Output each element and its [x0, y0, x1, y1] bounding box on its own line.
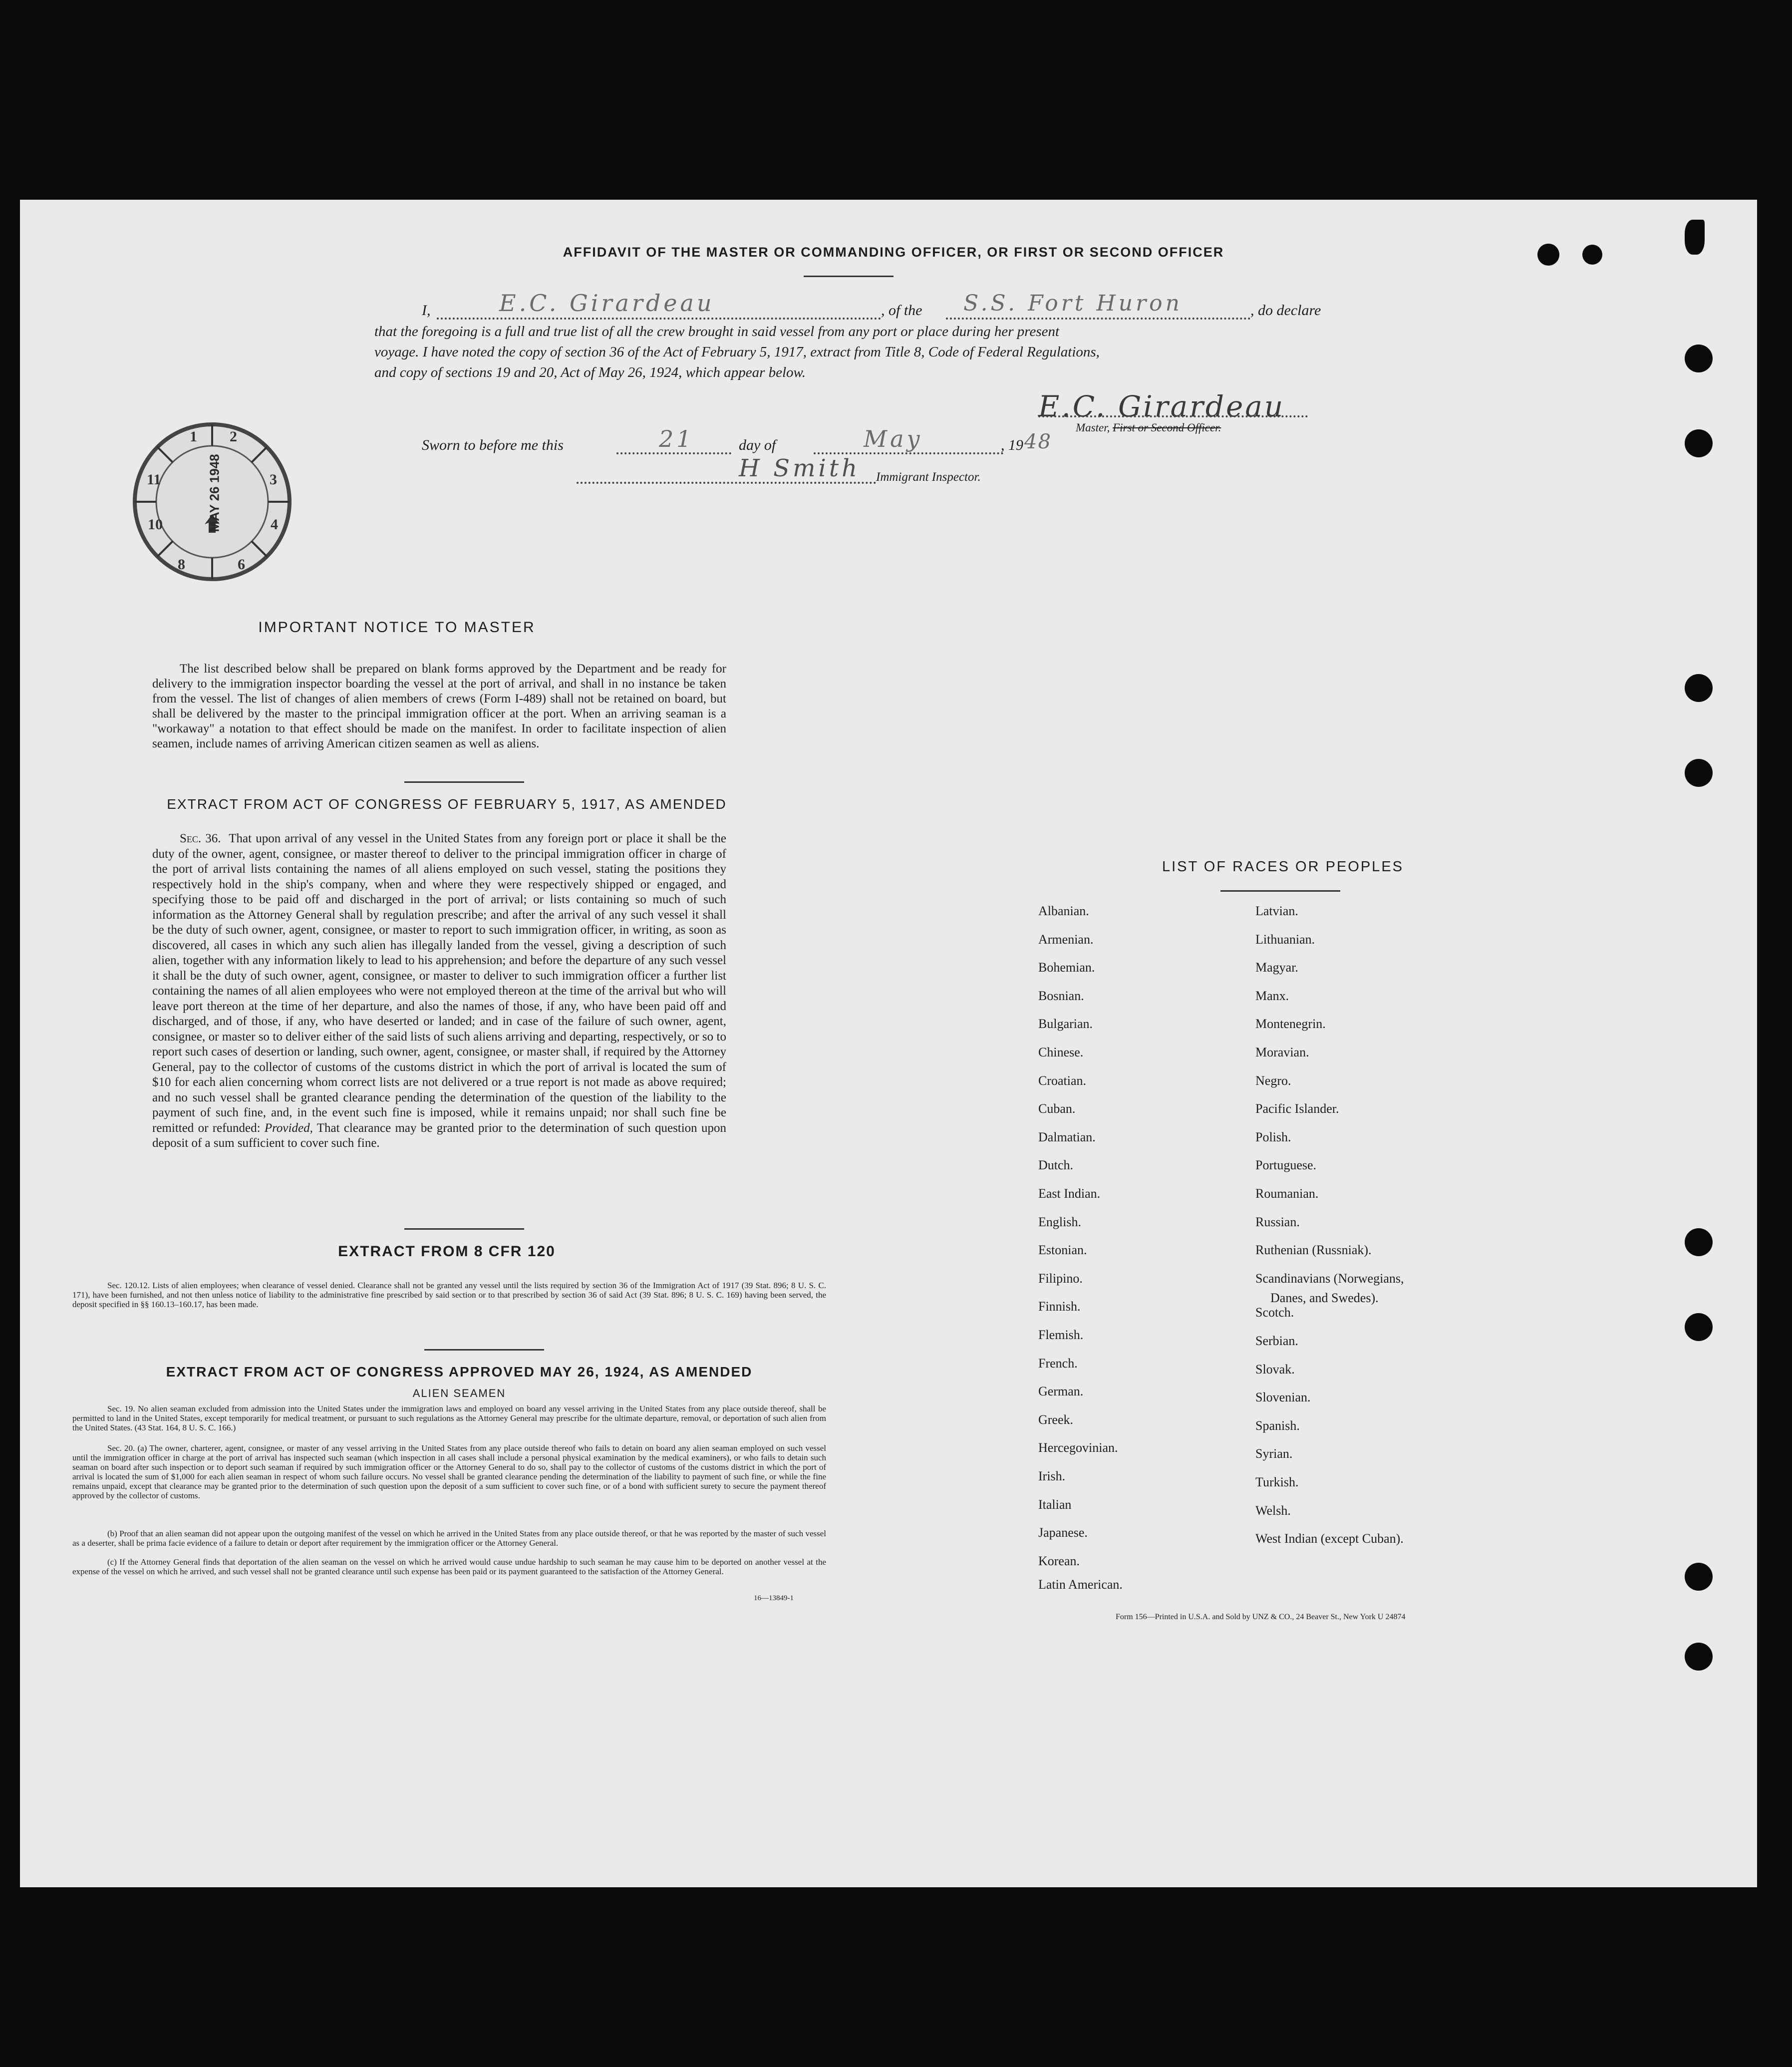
- svg-text:3: 3: [270, 471, 277, 488]
- race-item: Serbian.: [1255, 1334, 1298, 1348]
- master-title-label: Master, First or Second Officer.: [1076, 421, 1221, 434]
- stamp-date: MAY 26 1948: [207, 454, 222, 532]
- race-item: German.: [1038, 1384, 1084, 1399]
- svg-text:8: 8: [178, 556, 185, 573]
- signature-line: [1038, 405, 1308, 417]
- sec-20c-body: (c) If the Attorney General finds that deportation of the alien seaman on the vessel on which he arrived would cause undue hardship to such seaman he may cause him to be deported on another vessel at the expense of the vessel on which he arrived, and such vessel shall not be granted clearance until such expense has been paid or its payment guaranteed to the satisfaction of the Attorney General.: [72, 1557, 826, 1576]
- race-item: Latvian.: [1255, 904, 1298, 918]
- race-item: French.: [1038, 1356, 1078, 1371]
- race-item: Latin American.: [1038, 1577, 1123, 1592]
- race-item: Magyar.: [1255, 960, 1298, 975]
- race-item: Albanian.: [1038, 904, 1089, 918]
- punch-hole: [1537, 244, 1559, 266]
- race-item: Moravian.: [1255, 1045, 1309, 1059]
- race-item: Irish.: [1038, 1469, 1066, 1483]
- race-item: Russian.: [1255, 1214, 1300, 1229]
- affidavit-line-4: and copy of sections 19 and 20, Act of May 26, 1924, which appear below.: [374, 364, 806, 380]
- sec-20b-body: (b) Proof that an alien seaman did not appear upon the outgoing manifest of the vessel on which he arrived in the United States from any place outside thereof, or that he was reported by the master of such vessel as a deserter, shall be prima facie evidence of a failure to detain or deport after requirement by the immigration officer or the Attorney General.: [72, 1529, 826, 1548]
- race-item: Flemish.: [1038, 1328, 1084, 1342]
- race-item: Greek.: [1038, 1412, 1074, 1427]
- race-item: Bulgarian.: [1038, 1017, 1093, 1032]
- printer-footer: Form 156—Printed in U.S.A. and Sold by UNZ & CO., 24 Beaver St., New York U 24874: [1116, 1613, 1406, 1621]
- race-item: Bosnian.: [1038, 988, 1084, 1003]
- race-item: Croatian.: [1038, 1073, 1087, 1088]
- of-the-label: , of the: [881, 302, 922, 319]
- race-item: Welsh.: [1255, 1503, 1291, 1518]
- race-item: Pacific Islander.: [1255, 1101, 1339, 1116]
- punch-hole: [1685, 1313, 1713, 1341]
- sworn-month-handwritten: May: [864, 425, 923, 452]
- race-item: Roumanian.: [1255, 1186, 1319, 1201]
- race-item: Italian: [1038, 1497, 1072, 1512]
- vessel-name-handwritten: S.S. Fort Huron: [963, 291, 1183, 316]
- master-name-handwritten: E.C. Girardeau: [499, 290, 715, 317]
- extract-1917-heading: EXTRACT FROM ACT OF CONGRESS OF FEBRUARY 5, 1917, AS AMENDED: [167, 796, 727, 812]
- race-item: Dutch.: [1038, 1158, 1074, 1173]
- race-item: East Indian.: [1038, 1186, 1101, 1201]
- extract-1917-body: Sec. 36. That upon arrival of any vessel in the United States from any foreign port or place it shall be the duty of the owner, agent, consignee, or master thereof to deliver to the principal immigration officer in charge of the port of arrival lists containing the names of all aliens employed on such vessel, stating the positions they respectively hold in the ship's company, when and where they were respectively shipped or engaged, and specifying those to be paid off and discharged in the port of arrival; or lists containing so much of such information as the Attorney General shall by regulation prescribe; and after the arrival of any such vessel it shall be the duty of such owner, agent, consignee, or master to report to such immigration officer, in writing, as soon as discovered, all cases in which any such alien has illegally landed from the vessel, giving a description of such alien, together with any information likely to lead to his apprehension; and before the departure of any such vessel it shall be the duty of such owner, agent, consignee, or master to deliver to such immigration officer a further list containing the names of all alien employees who were not employed thereon at the time of the arrival but who will leave port thereon at the time of her departure, and also the names of those, if any, who have been paid off and discharged, and of those, if any, who have deserted or landed; and in case of the failure of such owner, agent, consignee, or master so to deliver either of the said lists of such aliens arriving and departing, respectively, or so to report such cases of desertion or landing, such owner, agent, consignee, or master shall, if required by the Attorney General, pay to the collector of customs of the customs district in which the port of arrival is located the sum of $10 for each alien concerning whom correct lists are not delivered or a true report is not made as above required; and no such vessel shall be granted clearance pending the determination of the question of the liability to the payment of such fine, and, in the event such fine is imposed, while it remains unpaid; nor shall such fine be remitted or refunded: Provided, That clearance may be granted prior to the determination of such question upon deposit of a sum sufficient to cover such fine.: [152, 832, 726, 1150]
- race-item: Scandinavians (Norwegians,: [1255, 1271, 1404, 1286]
- immigration-stamp: [130, 419, 295, 584]
- punch-hole: [1685, 1643, 1713, 1671]
- race-item: Dalmatian.: [1038, 1129, 1096, 1144]
- race-item: Scotch.: [1255, 1305, 1294, 1320]
- affidavit-line-3: voyage. I have noted the copy of section 36 of the Act of February 5, 1917, extract from Title 8, Code of Federal Regulations,: [374, 344, 1100, 360]
- day-of-label: day of: [739, 437, 776, 453]
- race-item: Hercegovinian.: [1038, 1440, 1118, 1455]
- sworn-day-handwritten: 21: [659, 425, 694, 452]
- race-item: Armenian.: [1038, 932, 1094, 947]
- race-item: Bohemian.: [1038, 960, 1095, 975]
- race-item: Slovenian.: [1255, 1390, 1311, 1405]
- affidavit-line-2: that the foregoing is a full and true list of all the crew brought in said vessel from any port or place during her present: [374, 324, 1060, 340]
- divider: [1220, 890, 1340, 892]
- punch-hole: [1685, 674, 1713, 702]
- sec-20a-body: Sec. 20. (a) The owner, charterer, agent, consignee, or master of any vessel arriving in the United States from any place outside thereof who fails to detain on board any alien seaman employed on such vessel until the immigration officer in charge at the port of arrival has inspected such seaman (which inspection in all cases shall include a personal physical examination by the medical examiners), or who fails to detain such seaman on board after such inspection or to deport such seaman if required by such immigration officer or the Attorney General to do so, shall pay to the collector of customs of the customs district in which the port of arrival is located the sum of $1,000 for each alien seaman in respect of whom such failure occurs. No vessel shall be granted clearance pending the determination of the liability to payment of such fine, or while the fine remains unpaid, except that clearance may be granted prior to the determination of such question upon the deposit of a sum sufficient to cover such fine, or of a bond with sufficient surety to secure the payment thereof approved by the collector of customs.: [72, 1443, 826, 1500]
- race-item: Chinese.: [1038, 1045, 1084, 1059]
- sworn-label: Sworn to before me this: [422, 437, 564, 453]
- race-item: Filipino.: [1038, 1271, 1083, 1286]
- master-signature: E.C. Girardeau: [1038, 389, 1285, 423]
- year-prefix: , 19: [1001, 437, 1023, 453]
- race-item: Slovak.: [1255, 1362, 1295, 1377]
- cfr-body: Sec. 120.12. Lists of alien employees; when clearance of vessel denied. Clearance shall not be granted any vessel until the lists required by section 36 of the Immigration Act of 1917 (39 Stat. 896; 8 U. S. C. 171), have been furnished, and not then unless notice of liability to the administrative fine prescribed by said section or to that prescribed by section 36 of said Act (39 Stat. 896; 8 U. S. C. 169) having been served, the deposit specified in §§ 160.13–160.17, has been made.: [72, 1281, 826, 1309]
- race-item-continuation: Danes, and Swedes).: [1270, 1291, 1379, 1305]
- punch-hole: [1685, 344, 1713, 372]
- form-code: 16—13849-1: [754, 1594, 794, 1602]
- notice-body: The list described below shall be prepared on blank forms approved by the Department and be ready for delivery to the immigration inspector boarding the vessel at the port of arrival, and shall in no instance be taken from the vessel. The list of changes of alien members of crews (Form I-489) shall not be retained on board, but shall be delivered by the master to the principal immigration officer at the port. When an arriving seaman is a "workaway" a notation to that effect should be made on the manifest. In order to facilitate inspection of alien seamen, include names of arriving American citizen seamen as well as aliens.: [152, 662, 726, 750]
- svg-text:4: 4: [271, 516, 278, 533]
- race-item: Polish.: [1255, 1129, 1291, 1144]
- document-page: [20, 200, 1757, 1887]
- punch-hole: [1582, 245, 1602, 265]
- inspector-label: Immigrant Inspector.: [876, 470, 981, 484]
- race-item: Japanese.: [1038, 1525, 1088, 1540]
- page-title: AFFIDAVIT OF THE MASTER OR COMMANDING OFFICER, OR FIRST OR SECOND OFFICER: [563, 245, 1224, 260]
- race-item: Syrian.: [1255, 1446, 1293, 1461]
- race-item: West Indian (except Cuban).: [1255, 1531, 1404, 1546]
- race-item: English.: [1038, 1214, 1081, 1229]
- extract-1924-heading: EXTRACT FROM ACT OF CONGRESS APPROVED MAY 26, 1924, AS AMENDED: [166, 1364, 753, 1379]
- year-handwritten: 48: [1024, 430, 1052, 453]
- notice-heading: IMPORTANT NOTICE TO MASTER: [258, 619, 536, 636]
- cfr-heading: EXTRACT FROM 8 CFR 120: [338, 1243, 556, 1260]
- punch-hole: [1685, 429, 1713, 457]
- inspector-signature: H Smith: [739, 454, 861, 482]
- race-item: Turkish.: [1255, 1475, 1299, 1489]
- race-item: Montenegrin.: [1255, 1017, 1326, 1032]
- sec-19-body: Sec. 19. No alien seaman excluded from admission into the United States under the immigration laws and employed on board any vessel arriving in the United States from any place outside thereof, shall be permitted to land in the United States, except temporarily for medical treatment, or pursuant to such regulations as the Attorney General may prescribe for the ultimate departure, removal, or deportation of such alien from the United States. (43 Stat. 164, 8 U. S. C. 166.): [72, 1404, 826, 1432]
- race-item: Portuguese.: [1255, 1158, 1317, 1173]
- race-item: Finnish.: [1038, 1299, 1081, 1314]
- race-item: Cuban.: [1038, 1101, 1076, 1116]
- punch-hole: [1685, 1228, 1713, 1256]
- svg-text:6: 6: [238, 556, 245, 573]
- punch-hole: [1685, 759, 1713, 787]
- alien-seamen-subheading: ALIEN SEAMEN: [412, 1387, 506, 1399]
- divider: [804, 276, 894, 277]
- race-item: Spanish.: [1255, 1418, 1300, 1433]
- affidavit-i-label: I,: [422, 302, 431, 319]
- race-item: Estonian.: [1038, 1243, 1087, 1258]
- race-item: Negro.: [1255, 1073, 1291, 1088]
- race-item: Lithuanian.: [1255, 932, 1315, 947]
- divider: [424, 1349, 544, 1351]
- race-item: Ruthenian (Russniak).: [1255, 1243, 1372, 1258]
- divider: [404, 1228, 524, 1230]
- do-declare-label: , do declare: [1250, 302, 1321, 319]
- divider: [404, 781, 524, 783]
- race-item: Manx.: [1255, 988, 1289, 1003]
- svg-text:2: 2: [230, 428, 237, 445]
- svg-text:1: 1: [190, 428, 197, 445]
- svg-text:11: 11: [147, 471, 161, 488]
- punch-hole: [1685, 1563, 1713, 1591]
- punch-hole: [1685, 220, 1705, 255]
- svg-text:10: 10: [148, 516, 163, 533]
- race-item: Korean.: [1038, 1553, 1080, 1568]
- races-heading: LIST OF RACES OR PEOPLES: [1162, 859, 1404, 875]
